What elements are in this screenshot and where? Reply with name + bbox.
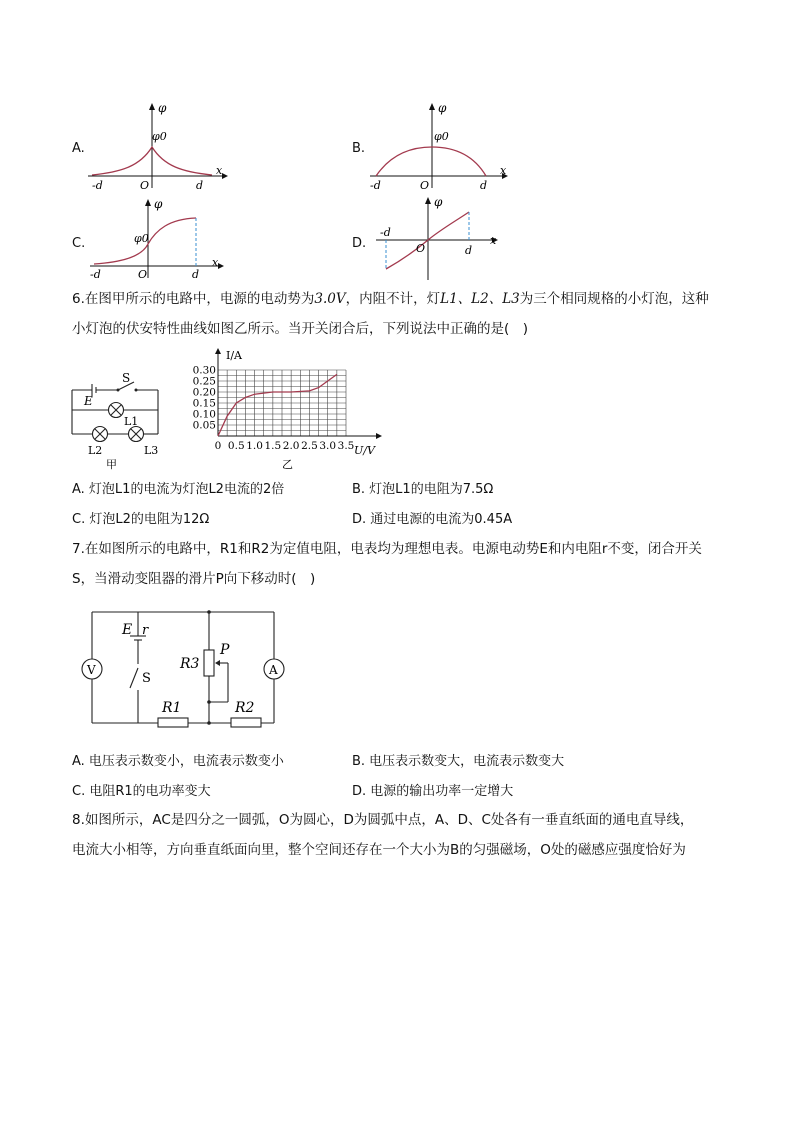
chart-caption: 乙 — [282, 458, 293, 471]
y-tick-label: 0.15 — [192, 397, 216, 410]
phi0-label: φ0 — [434, 130, 449, 143]
q5-graph-b — [366, 100, 516, 192]
x-tick-label: 1.0 — [246, 440, 263, 452]
y-axis-arrow — [429, 103, 435, 110]
y-tick-label: 0.30 — [192, 364, 216, 377]
origin-label: O — [420, 179, 430, 192]
d-label: d — [192, 268, 200, 281]
y-tick-label: 0.20 — [192, 386, 216, 399]
neg-d-label: -d — [370, 179, 381, 192]
label-r2: R2 — [235, 700, 255, 716]
label-r: r — [142, 623, 149, 638]
q5-option-a-label[interactable]: A. — [72, 141, 85, 156]
slider-arrow — [215, 660, 220, 666]
q7-option-b[interactable]: B. 电压表示数变大，电流表示数变大 — [352, 754, 565, 769]
q6-text-b: ，内阻不计，灯 — [345, 291, 441, 307]
label-l2: L2 — [88, 444, 103, 457]
q5-graph-d — [372, 194, 512, 284]
x-tick-label: 1.5 — [264, 440, 282, 452]
q6-circuit-diagram — [66, 372, 176, 472]
y-axis-arrow — [425, 197, 431, 204]
label-l1: L1 — [124, 415, 139, 428]
q7-stem-line1 — [72, 536, 702, 563]
y-axis-label: φ — [434, 195, 443, 209]
q8-number: 8. — [72, 812, 85, 828]
neg-d-label: -d — [92, 179, 103, 192]
q6-stem-line2: 小灯泡的伏安特性曲线如图乙所示。当开关闭合后，下列说法中正确的是( ) — [72, 321, 529, 337]
phi0-label: φ0 — [152, 130, 167, 143]
origin-label: O — [140, 179, 150, 192]
q7-stem-line2: S，当滑动变阻器的滑片P向下移动时( ) — [72, 571, 316, 587]
q8-stem-line2: 电流大小相等，方向垂直纸面向里，整个空间还存在一个大小为B的匀强磁场，O处的磁感应强度恰好为 — [72, 842, 686, 858]
x-axis-label: x — [212, 256, 219, 269]
y-tick-label: 0.10 — [192, 408, 216, 421]
q6-option-a[interactable]: A. 灯泡L1的电流为灯泡L2电流的2倍 — [72, 482, 285, 497]
label-e: E — [84, 394, 93, 408]
x-axis-label: x — [490, 234, 497, 247]
x-tick-label: 3.0 — [319, 440, 337, 452]
resistor-r1 — [158, 718, 188, 727]
x-tick-label: 0.5 — [227, 440, 245, 452]
x-axis-label: x — [500, 164, 507, 177]
caption-jia: 甲 — [106, 458, 117, 471]
q5-option-b-label[interactable]: B. — [352, 141, 366, 156]
q7-option-d[interactable]: D. 电源的输出功率一定增大 — [352, 784, 514, 799]
q7-text-1: 在如图所示的电路中，R1和R2为定值电阻，电表均为理想电表。电源电动势E和内电阻r不变，闭合开关 — [84, 541, 702, 557]
q6-stem-line1 — [72, 286, 709, 313]
x-tick-label: 2.0 — [282, 440, 300, 452]
chart-xlabel: U/V — [354, 444, 375, 457]
d-label: d — [465, 244, 473, 257]
q7-option-c[interactable]: C. 电阻R1的电功率变大 — [72, 784, 211, 799]
q5-option-c-label[interactable]: C. — [72, 236, 86, 251]
neg-d-label: -d — [380, 226, 391, 239]
x-axis-arrow — [222, 173, 228, 179]
y-axis-arrow — [215, 348, 221, 354]
y-axis-label: φ — [154, 197, 163, 211]
ammeter-label: A — [269, 663, 278, 677]
label-r1: R1 — [162, 700, 182, 716]
resistor-r3 — [204, 650, 214, 676]
q8-stem-line1 — [72, 807, 693, 834]
x-tick-label: 0 — [214, 440, 222, 452]
origin-label: O — [416, 242, 426, 255]
y-tick-label: 0.25 — [192, 375, 216, 388]
series-line-iu — [218, 374, 337, 436]
q6-number: 6. — [72, 291, 85, 307]
q6-lamps: L1、L2、L3 — [440, 291, 520, 307]
voltmeter-label: V — [87, 663, 96, 677]
origin-label: O — [138, 268, 148, 281]
x-axis-label: x — [216, 164, 223, 177]
junction-dot — [207, 721, 211, 725]
y-axis-label: φ — [158, 101, 167, 115]
d-label: d — [480, 179, 488, 192]
x-axis-arrow — [218, 263, 224, 269]
q7-number: 7. — [72, 541, 85, 557]
q6-option-b[interactable]: B. 灯泡L1的电阻为7.5Ω — [352, 482, 494, 497]
label-s: S — [122, 372, 131, 385]
q5-option-d-label[interactable]: D. — [352, 236, 367, 251]
resistor-r2 — [231, 718, 261, 727]
q7-circuit-diagram — [78, 606, 298, 732]
q6-text-a: 在图甲所示的电路中，电源的电动势为 — [84, 291, 315, 307]
label-s: S — [142, 671, 151, 686]
d-label: d — [196, 179, 204, 192]
label-p: P — [220, 642, 230, 658]
neg-d-label: -d — [90, 268, 101, 281]
q6-option-c[interactable]: C. 灯泡L2的电阻为12Ω — [72, 512, 210, 527]
q5-graph-a — [82, 100, 232, 192]
x-axis-arrow — [376, 433, 382, 439]
y-axis-arrow — [145, 199, 151, 206]
q5-graph-c — [84, 196, 234, 284]
y-axis-label: φ — [438, 101, 447, 115]
y-axis-arrow — [149, 103, 155, 110]
switch-blade — [130, 668, 138, 688]
junction-dot — [207, 610, 211, 614]
q6-text-c: 为三个相同规格的小灯泡，这种 — [519, 291, 709, 307]
phi0-label: φ0 — [134, 232, 149, 245]
x-tick-label: 2.5 — [301, 440, 318, 452]
label-e: E — [122, 622, 133, 638]
y-tick-label: 0.05 — [192, 419, 216, 432]
q8-text-1: 如图所示，AC是四分之一圆弧，O为圆心，D为圆弧中点，A、D、C处各有一垂直纸面的通电直导线， — [84, 812, 694, 828]
q6-emf: 3.0V — [314, 291, 346, 307]
potential-curve — [376, 147, 486, 176]
q6-iv-chart — [186, 346, 386, 474]
x-tick-label: 3.5 — [337, 440, 355, 452]
label-l3: L3 — [144, 444, 159, 457]
chart-ylabel: I/A — [226, 349, 242, 362]
q7-option-a[interactable]: A. 电压表示数变小，电流表示数变小 — [72, 754, 284, 769]
label-r3: R3 — [180, 656, 200, 672]
q6-option-d[interactable]: D. 通过电源的电流为0.45A — [352, 512, 513, 527]
